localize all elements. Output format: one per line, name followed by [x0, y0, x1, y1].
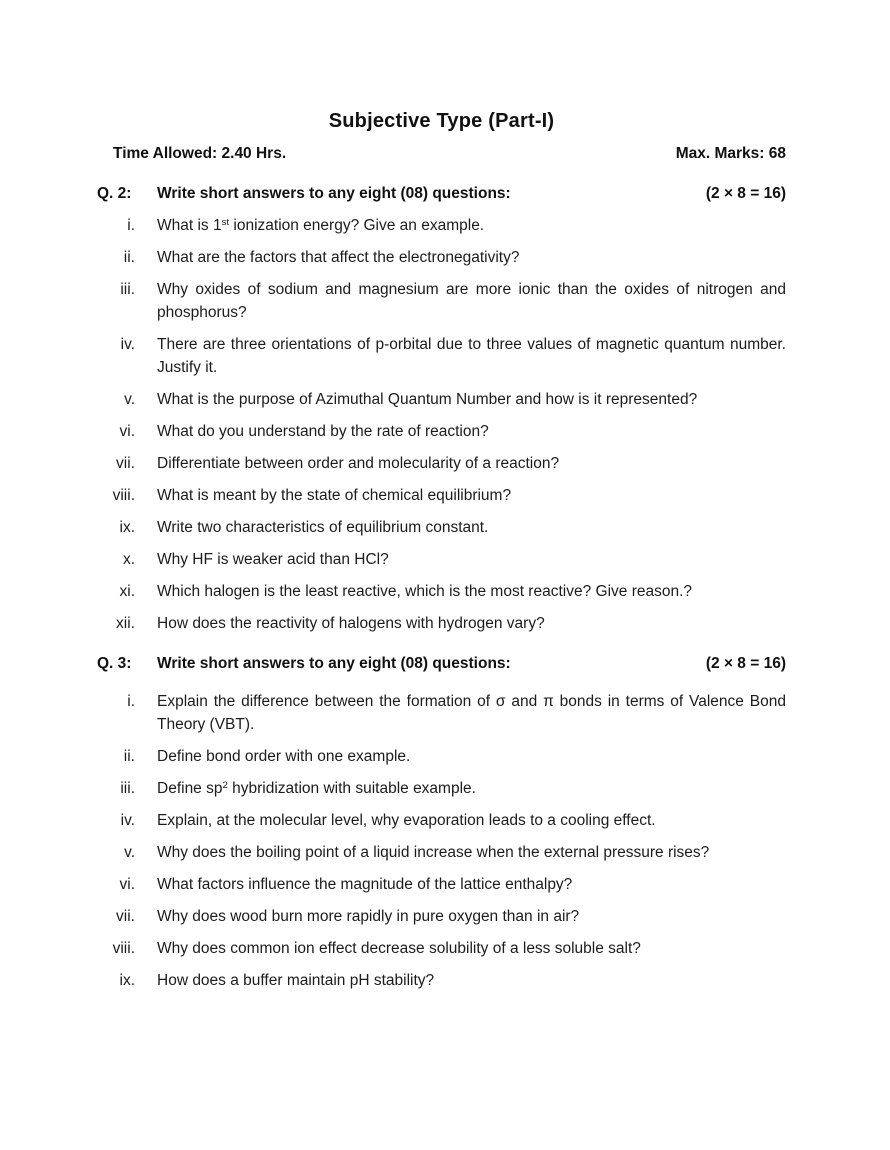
question-item	[97, 548, 786, 571]
question-item	[97, 612, 786, 635]
max-marks-label: Max. Marks: 68	[675, 145, 786, 162]
item-text-pre: What is 1	[157, 217, 222, 234]
time-allowed-label: Time Allowed: 2.40 Hrs.	[113, 145, 287, 162]
question-item	[97, 484, 786, 507]
section-header	[97, 182, 786, 206]
item-text-sup: st	[221, 216, 230, 228]
section-number: Q. 2:	[97, 185, 132, 202]
question-item	[97, 905, 786, 928]
item-text: Why does common ion effect decrease solubility of a less soluble salt?	[157, 940, 641, 957]
question-item	[97, 777, 786, 800]
question-item	[97, 580, 786, 603]
item-text: Define bond order with one example.	[157, 748, 411, 765]
item-numeral: ii.	[123, 249, 135, 266]
item-text: Write two characteristics of equilibrium constant.	[157, 519, 489, 536]
item-numeral: vi.	[119, 423, 135, 440]
item-text: What do you understand by the rate of reaction?	[157, 423, 489, 440]
item-text: How does the reactivity of halogens with hydrogen vary?	[157, 615, 545, 632]
item-text: What factors influence the magnitude of the lattice enthalpy?	[157, 876, 573, 893]
item-numeral: ix.	[119, 519, 135, 536]
question-item	[97, 873, 786, 896]
item-text-post: ionization energy? Give an example.	[229, 217, 485, 234]
item-text: How does a buffer maintain pH stability?	[157, 972, 435, 989]
question-list	[97, 214, 786, 635]
question-item	[97, 745, 786, 768]
item-text: Why does wood burn more rapidly in pure oxygen than in air?	[157, 908, 580, 925]
item-numeral: viii.	[112, 940, 135, 957]
question-section-q2	[97, 182, 786, 635]
item-text: Why does the boiling point of a liquid increase when the external pressure rises?	[157, 844, 710, 861]
item-numeral: iii.	[120, 780, 135, 797]
item-text: There are three orientations of p-orbital due to three values of magnetic quantum number. Justify it.	[157, 336, 786, 376]
question-list	[97, 690, 786, 992]
item-numeral: vii.	[116, 908, 135, 925]
section-number: Q. 3:	[97, 655, 132, 672]
item-numeral: x.	[122, 551, 135, 568]
item-numeral: v.	[124, 844, 135, 861]
question-item	[97, 841, 786, 864]
item-numeral: iv.	[120, 336, 135, 353]
question-item	[97, 516, 786, 539]
item-numeral: i.	[127, 693, 135, 710]
question-item	[97, 937, 786, 960]
item-text-sup: 2	[222, 779, 228, 791]
section-marks: (2 × 8 = 16)	[705, 185, 786, 202]
section-header	[97, 652, 786, 676]
item-numeral: ii.	[123, 748, 135, 765]
item-numeral: xi.	[119, 583, 135, 600]
item-numeral: viii.	[112, 487, 135, 504]
question-item	[97, 214, 786, 237]
item-numeral: i.	[127, 217, 135, 234]
question-item	[97, 278, 786, 324]
item-text-pre: Define sp	[157, 780, 223, 797]
item-numeral: v.	[124, 391, 135, 408]
item-numeral: iii.	[120, 281, 135, 298]
item-text: Differentiate between order and molecularity of a reaction?	[157, 455, 560, 472]
question-item	[97, 246, 786, 269]
question-item	[97, 420, 786, 443]
item-text	[157, 777, 786, 800]
item-text: Which halogen is the least reactive, which is the most reactive? Give reason.?	[157, 583, 693, 600]
item-text: Explain, at the molecular level, why evaporation leads to a cooling effect.	[157, 812, 656, 829]
item-text: What is the purpose of Azimuthal Quantum Number and how is it represented?	[157, 391, 698, 408]
item-numeral: vii.	[116, 455, 135, 472]
question-item	[97, 690, 786, 736]
question-item	[97, 333, 786, 379]
item-text: Why oxides of sodium and magnesium are more ionic than the oxides of nitrogen and phosphorus?	[157, 281, 786, 321]
item-numeral: vi.	[119, 876, 135, 893]
item-numeral: ix.	[119, 972, 135, 989]
item-text: Explain the difference between the formation of σ and π bonds in terms of Valence Bond Theory (VBT).	[157, 693, 786, 733]
section-marks: (2 × 8 = 16)	[705, 655, 786, 672]
item-text: Why HF is weaker acid than HCl?	[157, 551, 389, 568]
meta-row	[97, 142, 786, 165]
question-item	[97, 809, 786, 832]
question-item	[97, 969, 786, 992]
item-numeral: xii.	[116, 615, 135, 632]
item-text: What are the factors that affect the electronegativity?	[157, 249, 520, 266]
section-heading: Write short answers to any eight (08) questions:	[157, 655, 511, 672]
question-item	[97, 388, 786, 411]
item-text-post: hybridization with suitable example.	[227, 780, 476, 797]
item-text	[157, 214, 786, 237]
item-numeral: iv.	[120, 812, 135, 829]
question-item	[97, 452, 786, 475]
section-heading: Write short answers to any eight (08) questions:	[157, 185, 511, 202]
question-section-q3	[97, 652, 786, 992]
item-text: What is meant by the state of chemical equilibrium?	[157, 487, 512, 504]
page-title: Subjective Type (Part-I)	[328, 110, 555, 132]
